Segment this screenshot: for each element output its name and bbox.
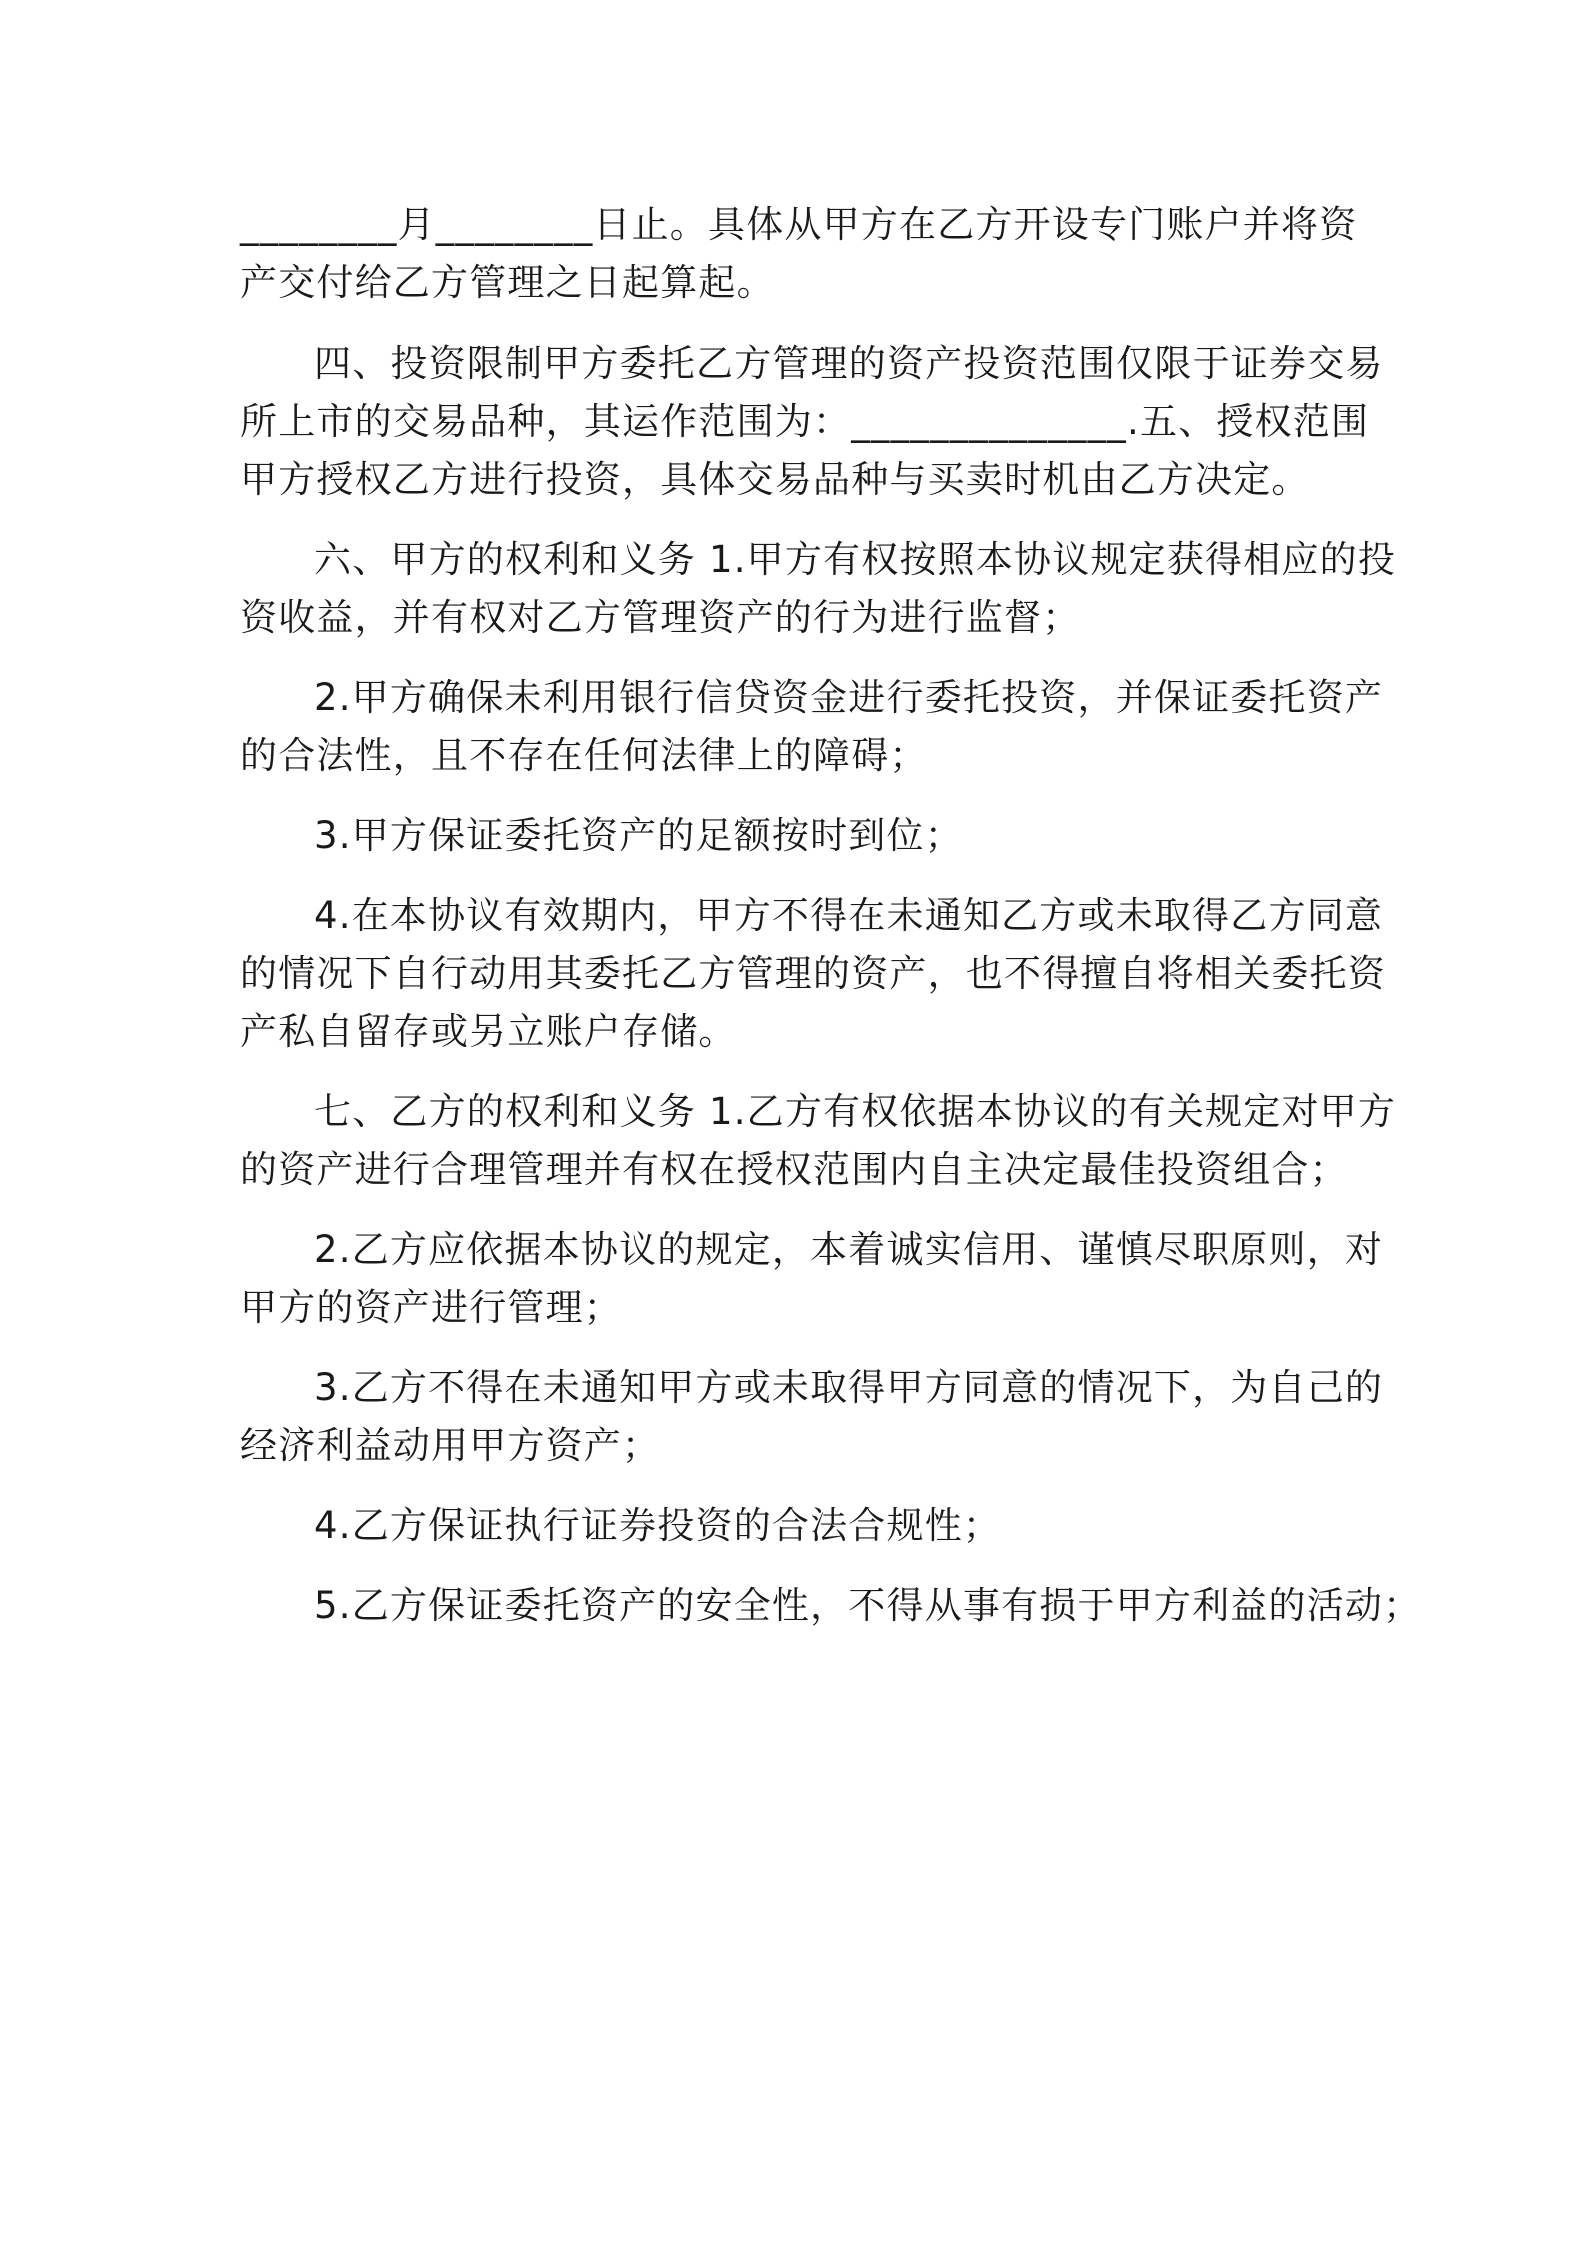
text-line: 所上市的交易品种，其运作范围为：______________.五、授权范围 — [240, 400, 1370, 443]
text-line: 产交付给乙方管理之日起算起。 — [240, 261, 775, 304]
text-line: 甲方授权乙方进行投资，具体交易品种与买卖时机由乙方决定。 — [240, 458, 1310, 501]
section-six-heading: 六、甲方的权利和义务 1.甲方有权按照本协议规定获得相应的投 — [314, 538, 1397, 581]
clause-item: 5.乙方保证委托资产的安全性，不得从事有损于甲方利益的活动； — [314, 1584, 1422, 1627]
section-seven-heading: 七、乙方的权利和义务 1.乙方有权依据本协议的有关规定对甲方 — [314, 1090, 1397, 1133]
document-body — [240, 196, 1422, 1635]
text-line: 甲方的资产进行管理； — [240, 1286, 622, 1329]
text-line: 的合法性，且不存在任何法律上的障碍； — [240, 734, 928, 777]
text-line: 的情况下自行动用其委托乙方管理的资产，也不得擅自将相关委托资 — [240, 952, 1386, 995]
clause-item: 4.乙方保证执行证券投资的合法合规性； — [314, 1504, 1002, 1547]
text-line: 的资产进行合理管理并有权在授权范围内自主决定最佳投资组合； — [240, 1148, 1348, 1191]
clause-item: 4.在本协议有效期内，甲方不得在未通知乙方或未取得乙方同意 — [314, 894, 1384, 937]
section-four-heading: 四、投资限制甲方委托乙方管理的资产投资范围仅限于证券交易 — [314, 342, 1384, 385]
clause-item: 2.甲方确保未利用银行信贷资金进行委托投资，并保证委托资产 — [314, 676, 1384, 719]
text-line: 资收益，并有权对乙方管理资产的行为进行监督； — [240, 596, 1081, 639]
clause-item: 3.乙方不得在未通知甲方或未取得甲方同意的情况下，为自己的 — [314, 1366, 1384, 1409]
clause-item: 2.乙方应依据本协议的规定，本着诚实信用、谨慎尽职原则，对 — [314, 1228, 1384, 1271]
text-line: 经济利益动用甲方资产； — [240, 1424, 661, 1467]
text-line: ________月________日止。具体从甲方在乙方开设专门账户并将资 — [240, 203, 1358, 246]
clause-item: 3.甲方保证委托资产的足额按时到位； — [314, 814, 963, 857]
text-line: 产私自留存或另立账户存储。 — [240, 1010, 737, 1053]
